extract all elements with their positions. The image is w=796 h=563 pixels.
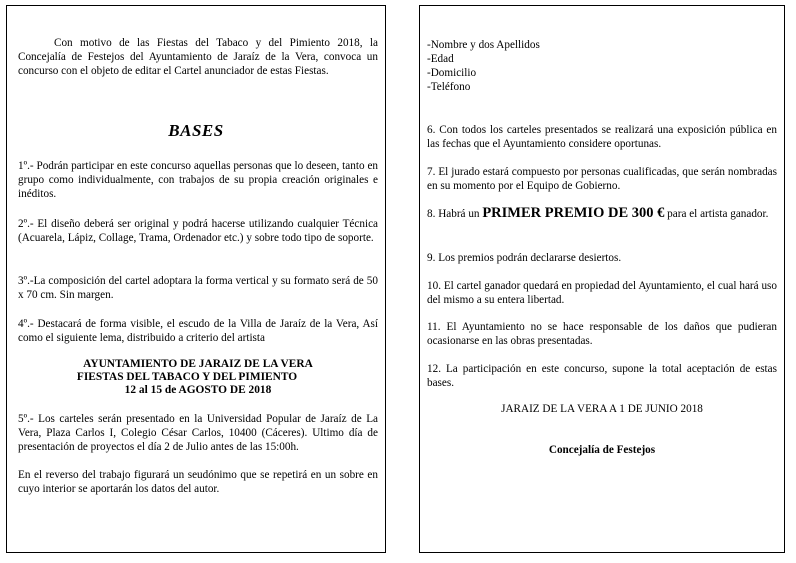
motto-line-1: AYUNTAMIENTO DE JARAIZ DE LA VERA [83,358,313,370]
rule-4: 4º.- Destacará de forma visible, el escudo de la Villa de Jaraíz de la Vera, Así como el siguiente lema, distribuido a criterio del artista [18,318,378,345]
rule-8 [427,205,777,222]
contact-item-phone: -Teléfono [427,81,471,93]
rule-1: 1º.- Podrán participar en este concurso aquellas personas que lo deseen, tanto en grupo como individualmente, con trabajos de su propia creación originales e inéditos. [18,160,378,201]
rule-8-pre: 8. Habrá un [427,208,483,220]
date-line: JARAIZ DE LA VERA A 1 DE JUNIO 2018 [501,403,703,415]
signature: Concejalía de Festejos [548,444,656,456]
rule-5: 5º.- Los carteles serán presentado en la Universidad Popular de Jaraíz de La Vera, Plaza Carlos I, Colegio César Carlos, 10400 (Cáceres). Ultimo día de presentación de proyectos el día 2 de Julio antes de las 15:00h. [18,413,378,454]
rule-7: 7. El jurado estará compuesto por personas cualificadas, que serán nombradas en su momento por el Equipo de Gobierno. [427,166,777,193]
rule-12: 12. La participación en este concurso, supone la total aceptación de estas bases. [427,363,777,390]
rule-3: 3º.-La composición del cartel adoptara la forma vertical y su formato será de 50 x 70 cm. Sin margen. [18,275,378,302]
contact-item-address: -Domicilio [427,67,477,79]
rule-8-prize: PRIMER PREMIO DE 300 € [482,205,665,221]
bases-title: BASES [168,121,224,140]
right-page [419,5,785,553]
rule-5-extra: En el reverso del trabajo figurará un seudónimo que se repetirá en un sobre en cuyo interior se aportarán los datos del autor. [18,469,378,496]
rule-10: 10. El cartel ganador quedará en propiedad del Ayuntamiento, el cual hará uso del mismo a su entera libertad. [427,280,777,307]
rule-11: 11. El Ayuntamiento no se hace responsable de los daños que pudieran ocasionarse en las obras presentadas. [427,321,777,348]
left-page [6,5,386,553]
rule-9: 9. Los premios podrán declararse desiertos. [427,252,622,264]
contact-item-age: -Edad [427,53,454,65]
intro-paragraph: Con motivo de las Fiestas del Tabaco y del Pimiento 2018, la Concejalía de Festejos del Ayuntamiento de Jaraíz de la Vera, convoca un concurso con el objeto de editar el Cartel anunciador de estas Fiestas. [18,37,378,78]
motto-line-3: 12 al 15 de AGOSTO DE 2018 [124,384,272,396]
motto-line-2: FIESTAS DEL TABACO Y DEL PIMIENTO [76,371,298,383]
rule-8-post: para el artista ganador. [664,208,769,220]
rule-2: 2º.- El diseño deberá ser original y podrá hacerse utilizando cualquier Técnica (Acuarela, Lápiz, Collage, Trama, Ordenador etc.) y sobre todo tipo de soporte. [18,218,378,245]
rule-6: 6. Con todos los carteles presentados se realizará una exposición pública en las fechas que el Ayuntamiento considere oportunas. [427,124,777,151]
contact-item-name: -Nombre y dos Apellidos [427,39,540,51]
